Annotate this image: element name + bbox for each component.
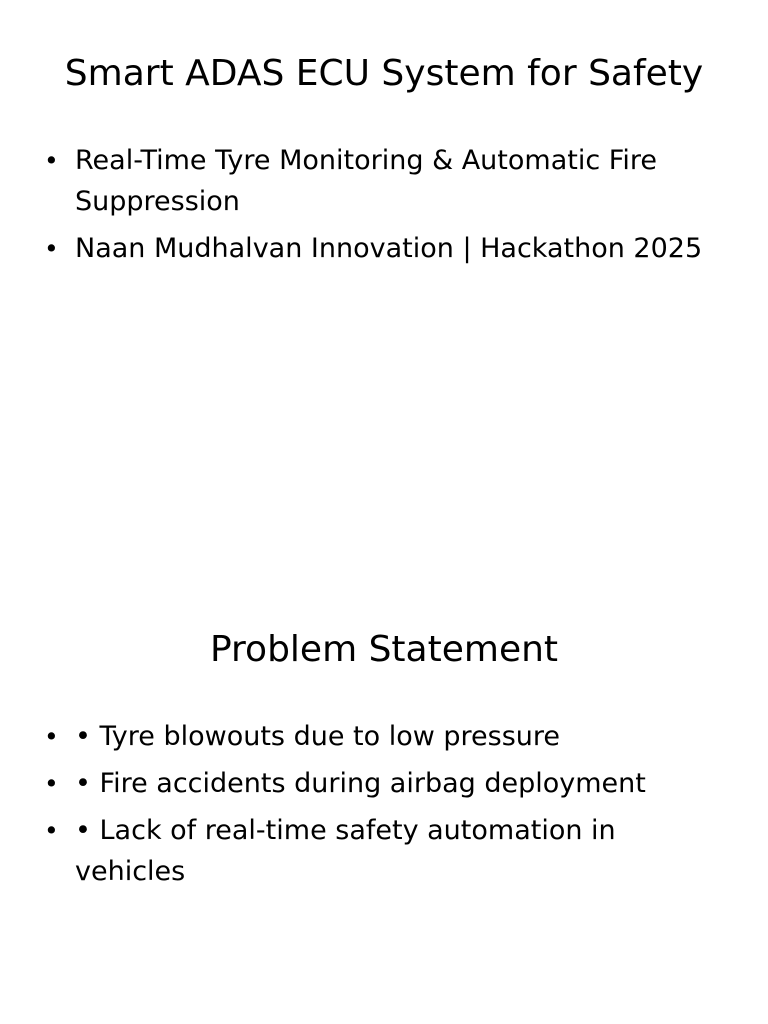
list-item bbox=[44, 228, 724, 269]
slide-title: Smart ADAS ECU System for Safety bbox=[64, 53, 704, 94]
bullet-list bbox=[44, 140, 724, 275]
bullet-icon: • bbox=[44, 769, 59, 798]
bullet-text: • Fire accidents during airbag deployment bbox=[75, 768, 646, 799]
slide-problem-statement bbox=[0, 576, 768, 1024]
slide-title: Problem Statement bbox=[209, 629, 559, 670]
bullet-text: • Tyre blowouts due to low pressure bbox=[75, 721, 561, 752]
bullet-list bbox=[44, 716, 724, 898]
list-item bbox=[44, 716, 724, 757]
list-item bbox=[44, 140, 724, 222]
bullet-text: Real-Time Tyre Monitoring & Automatic Fire Suppression bbox=[75, 145, 657, 217]
bullet-icon: • bbox=[44, 146, 59, 175]
bullet-text: Naan Mudhalvan Innovation | Hackathon 2025 bbox=[75, 233, 703, 264]
bullet-text: • Lack of real-time safety automation in vehicles bbox=[75, 815, 616, 887]
bullet-icon: • bbox=[44, 722, 59, 751]
list-item bbox=[44, 810, 724, 892]
bullet-icon: • bbox=[44, 234, 59, 263]
bullet-icon: • bbox=[44, 816, 59, 845]
list-item bbox=[44, 763, 724, 804]
